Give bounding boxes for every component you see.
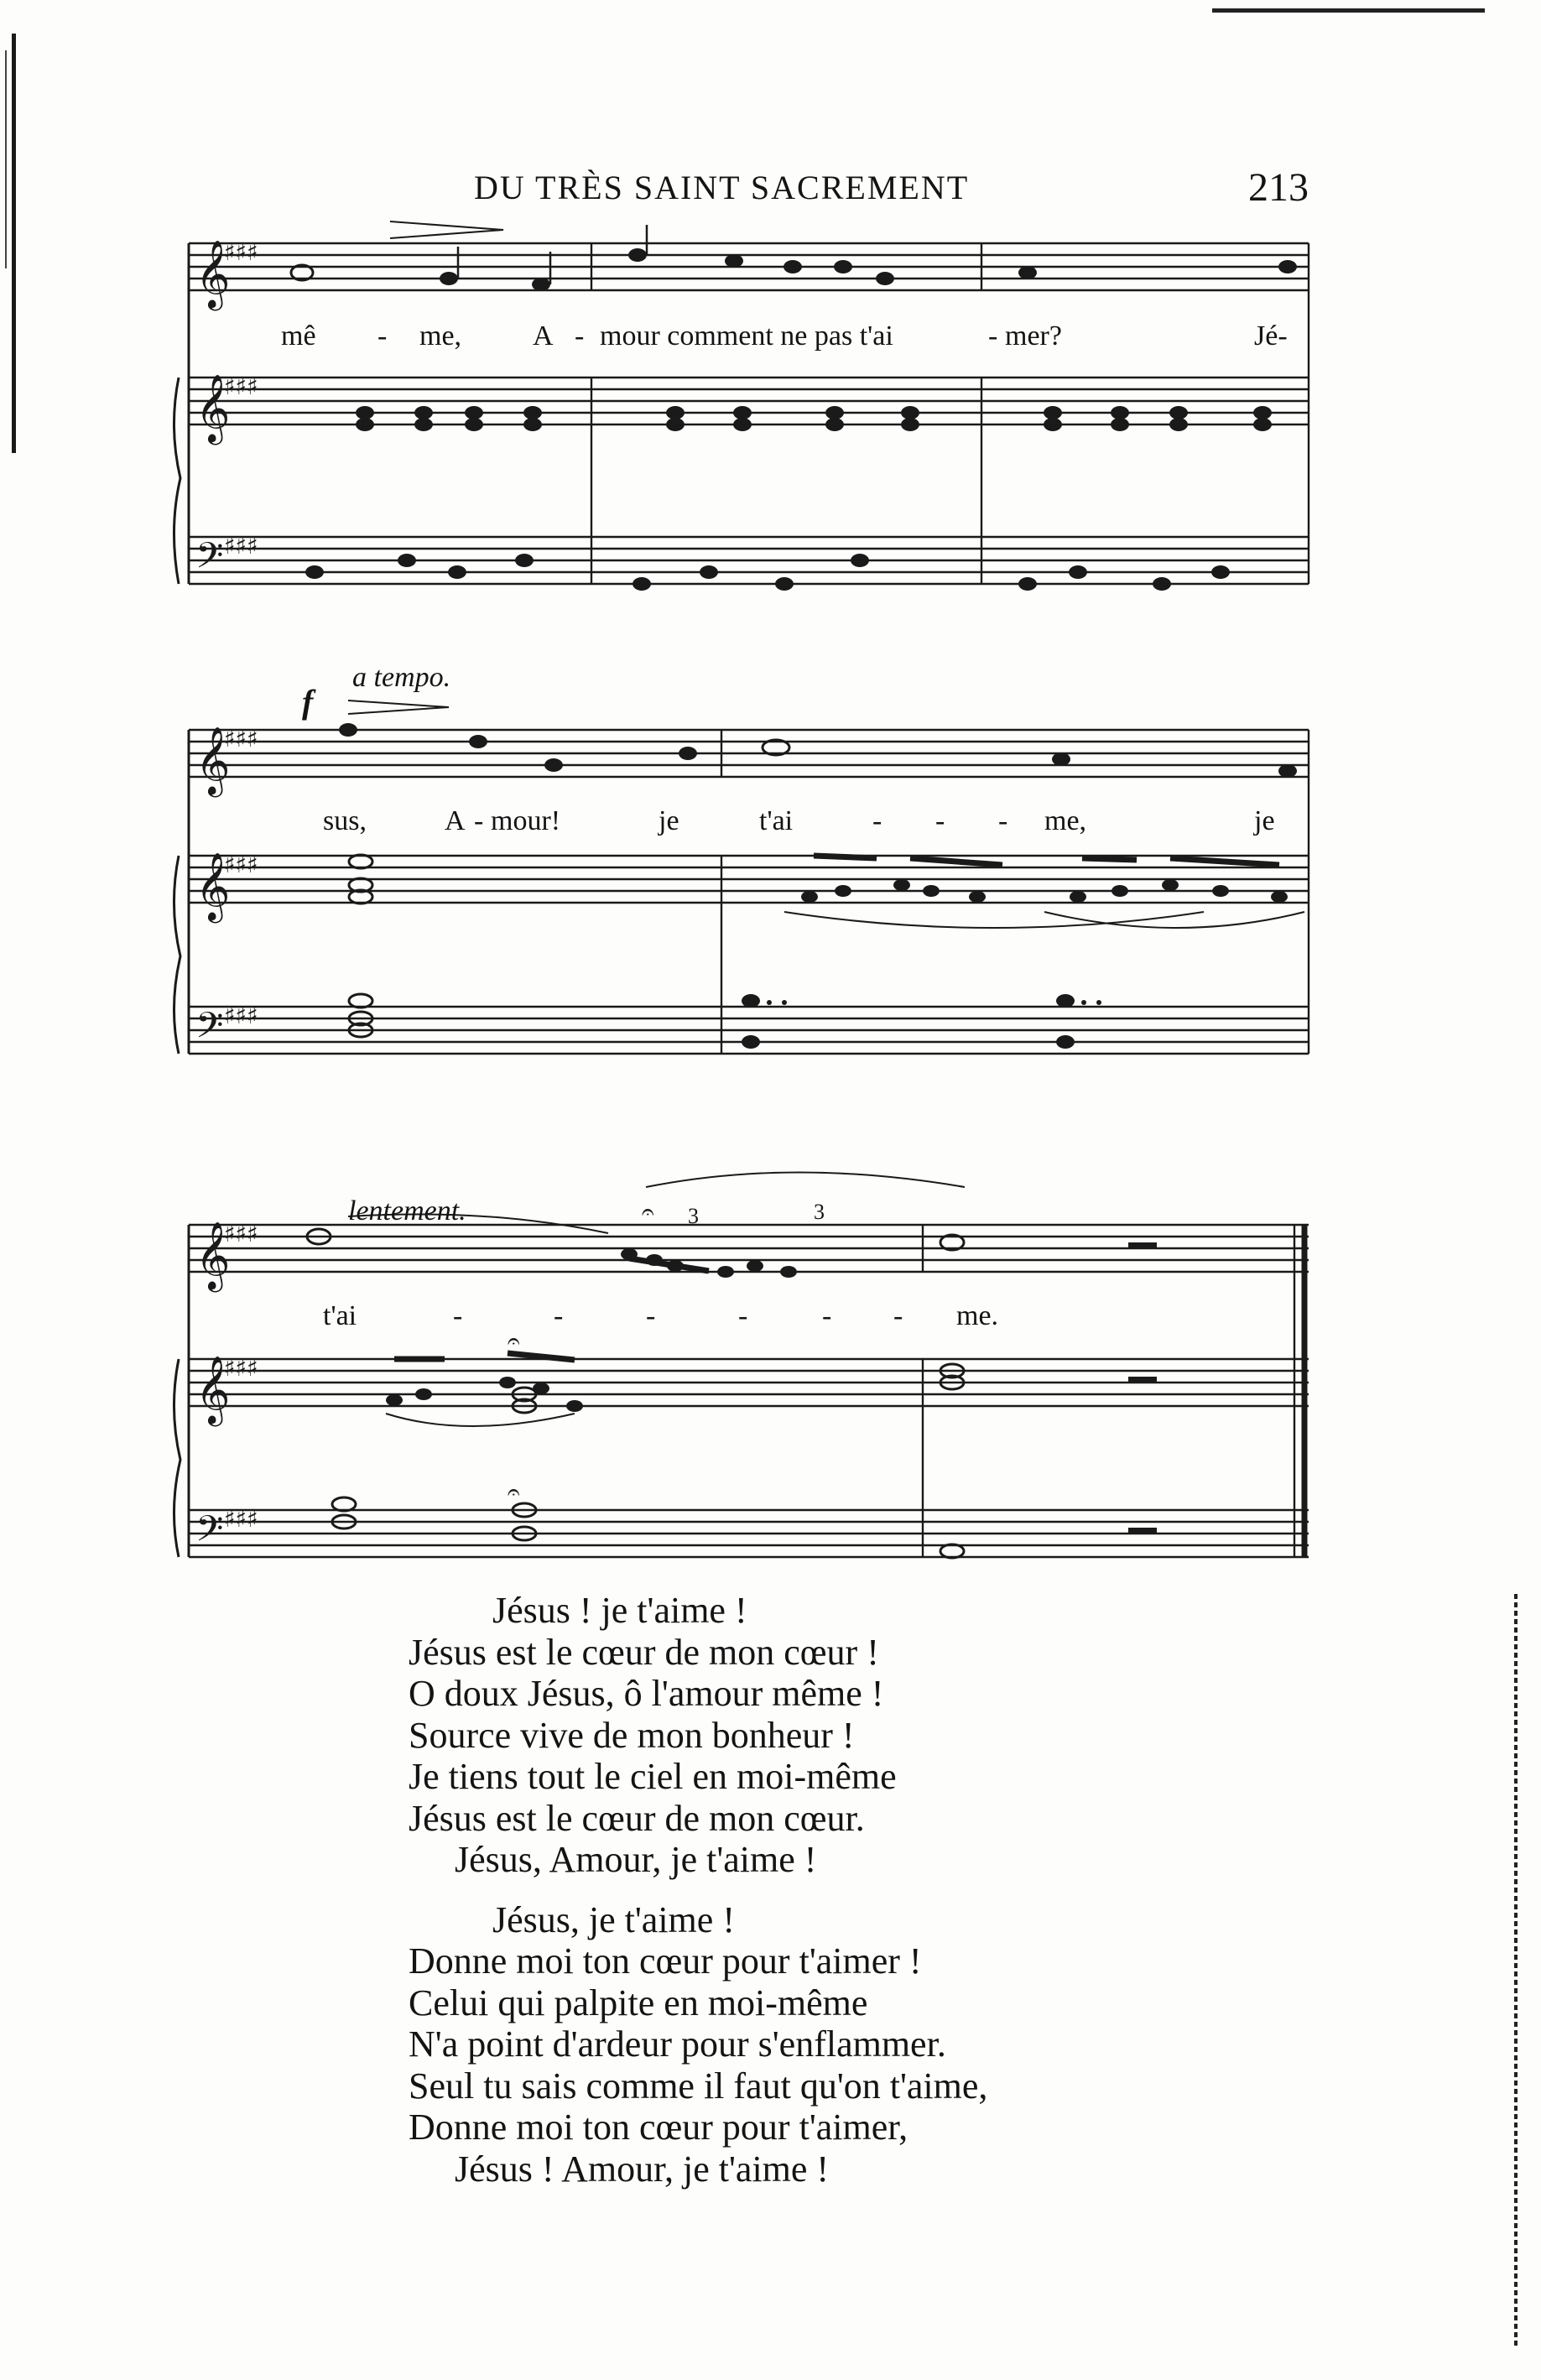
poem-line: Je tiens tout le ciel en moi-même	[409, 1756, 897, 1797]
triplet-number: 3	[814, 1200, 825, 1224]
lyric-hyphen: -	[893, 1300, 903, 1331]
fermata: 𝄐	[508, 1329, 520, 1354]
lyric-hyphen: -	[822, 1300, 832, 1331]
poem-line: Jésus ! je t'aime !	[492, 1590, 747, 1631]
voice-staff	[189, 730, 1309, 777]
treble-clef: 𝄞	[195, 851, 231, 920]
treble-clef: 𝄞	[195, 1355, 231, 1424]
key-signature: ♯♯♯	[224, 1505, 258, 1533]
poem-line: N'a point d'ardeur pour s'enflammer.	[409, 2023, 946, 2065]
lyric-hyphen: -	[453, 1300, 463, 1331]
poem-line: Jésus, je t'aime !	[492, 1898, 735, 1940]
poem-line: O doux Jésus, ô l'amour même !	[409, 1673, 884, 1714]
lyric-hyphen: -	[575, 320, 585, 352]
bass-clef: 𝄢	[195, 1005, 224, 1055]
score-engraving	[172, 1162, 1317, 1590]
bass-clef: 𝄢	[195, 535, 224, 586]
poem-text	[409, 1590, 987, 2208]
lyric-hyphen: -	[998, 805, 1008, 836]
music-system-3	[172, 1162, 1317, 1590]
music-system-1	[172, 218, 1317, 621]
page-edge-shadow	[5, 50, 7, 268]
lyric-hyphen: -	[872, 805, 882, 836]
lyric-syllable: A	[445, 805, 466, 836]
key-signature: ♯♯♯	[224, 1002, 258, 1029]
lyric-hyphen: -	[935, 805, 945, 836]
poem-line: Jésus, Amour, je t'aime !	[455, 1839, 817, 1880]
key-signature: ♯♯♯	[224, 532, 258, 560]
lyric-hyphen: -	[988, 320, 998, 352]
page-edge-shadow	[1514, 1594, 1518, 2349]
lyric-syllable: je	[1254, 805, 1275, 836]
lyric-syllable: je	[659, 805, 679, 836]
dynamic-marking: f	[302, 683, 314, 721]
fermata: 𝄐	[642, 1200, 654, 1225]
lyric-syllable: sus,	[323, 805, 367, 836]
lyric-syllable: t'ai	[759, 805, 794, 836]
key-signature: ♯♯♯	[224, 1354, 258, 1382]
lyric-syllable: me,	[1044, 805, 1087, 836]
triplet-number: 3	[688, 1204, 699, 1228]
treble-clef: 𝄞	[195, 373, 231, 442]
poem-stanza-2	[409, 1899, 987, 2190]
treble-clef: 𝄞	[195, 1221, 231, 1289]
music-system-2	[172, 662, 1317, 1086]
key-signature: ♯♯♯	[224, 372, 258, 400]
lyric-syllable: me,	[419, 320, 462, 352]
lyric-syllable: mer?	[1005, 320, 1062, 352]
lyric-syllable: mê	[281, 320, 316, 352]
lyric-hyphen: -	[646, 1300, 656, 1331]
poem-line: Donne moi ton cœur pour t'aimer !	[409, 1940, 922, 1982]
key-signature: ♯♯♯	[224, 1220, 258, 1247]
page-edge-shadow	[12, 34, 16, 453]
treble-clef: 𝄞	[195, 726, 231, 794]
printer-rule	[1212, 8, 1485, 13]
key-signature: ♯♯♯	[224, 725, 258, 753]
lyric-hyphen: -	[554, 1300, 564, 1331]
poem-line: Seul tu sais comme il faut qu'on t'aime,	[409, 2065, 988, 2107]
poem-line: Jésus est le cœur de mon cœur.	[409, 1797, 865, 1839]
lyric-syllable: me.	[956, 1300, 999, 1331]
lyric-syllable: mour!	[491, 805, 561, 836]
lyric-hyphen: -	[738, 1300, 748, 1331]
piano-bass-staff	[189, 537, 1309, 584]
treble-clef: 𝄞	[195, 239, 231, 308]
lyric-syllable: t'ai	[323, 1300, 357, 1331]
key-signature: ♯♯♯	[224, 238, 258, 266]
key-signature: ♯♯♯	[224, 851, 258, 878]
running-title: DU TRÈS SAINT SACREMENT	[474, 169, 970, 206]
poem-line: Donne moi ton cœur pour t'aimer,	[409, 2107, 908, 2148]
poem-stanza-1	[409, 1590, 987, 1881]
lyric-hyphen: -	[377, 320, 388, 352]
tempo-marking: lentement.	[348, 1195, 466, 1226]
fermata: 𝄐	[508, 1480, 520, 1505]
poem-line: Jésus ! Amour, je t'aime !	[455, 2148, 830, 2190]
score-engraving	[172, 667, 1317, 1086]
tempo-marking: a tempo.	[352, 662, 451, 693]
score-engraving	[172, 218, 1317, 621]
lyric-syllable: A	[533, 320, 554, 352]
bass-clef: 𝄢	[195, 1508, 224, 1559]
page-number: 213	[1248, 165, 1309, 210]
lyric-syllable: mour comment ne pas t'ai	[600, 320, 893, 352]
poem-line: Jésus est le cœur de mon cœur !	[409, 1631, 879, 1673]
poem-line: Source vive de mon bonheur !	[409, 1714, 855, 1756]
lyric-syllable: Jé-	[1254, 320, 1288, 352]
poem-line: Celui qui palpite en moi-même	[409, 1982, 868, 2023]
lyric-hyphen: -	[474, 805, 484, 836]
voice-staff	[189, 243, 1309, 290]
